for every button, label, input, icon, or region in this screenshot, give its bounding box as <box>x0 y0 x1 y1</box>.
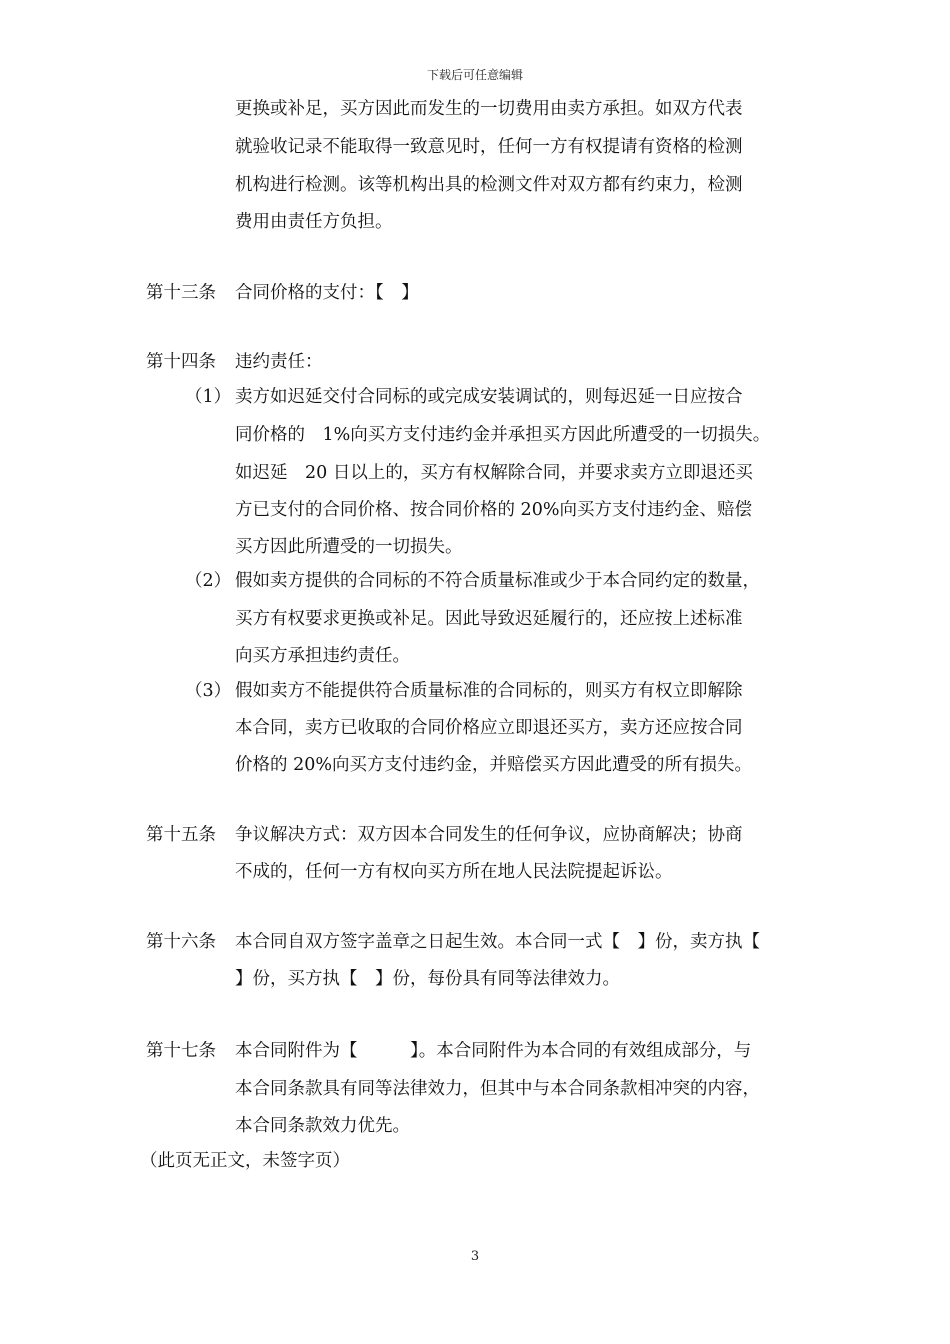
item-3-number: （3） <box>185 681 232 701</box>
article-12-continued-line: 就验收记录不能取得一致意见时，任何一方有权提请有资格的检测 <box>235 137 743 157</box>
article-12-continued-line: 机构进行检测。该等机构出具的检测文件对双方都有约束力，检测 <box>235 175 743 195</box>
item-3-line: 价格的 20%向买方支付违约金，并赔偿买方因此遭受的所有损失。 <box>235 755 752 775</box>
article-13-text: 合同价格的支付：【 】 <box>235 283 419 303</box>
blank-page-note: （此页无正文，未签字页） <box>140 1151 350 1171</box>
article-14-title: 违约责任： <box>235 352 323 372</box>
item-1-line: 方已支付的合同价格、按合同价格的 20%向买方支付违约金、赔偿 <box>235 500 752 520</box>
item-1-line: 买方因此所遭受的一切损失。 <box>235 537 463 557</box>
article-12-continued-line: 费用由责任方负担。 <box>235 212 393 232</box>
item-2-number: （2） <box>185 571 232 591</box>
article-17-number: 第十七条 <box>146 1041 216 1061</box>
article-16-line: 】份，买方执【 】份，每份具有同等法律效力。 <box>235 969 620 989</box>
article-12-continued-line: 更换或补足，买方因此而发生的一切费用由卖方承担。如双方代表 <box>235 99 743 119</box>
article-17-line: 本合同条款效力优先。 <box>235 1116 410 1136</box>
item-1-line: 同价格的 1%向买方支付违约金并承担买方因此所遭受的一切损失。 <box>235 425 771 445</box>
article-15-number: 第十五条 <box>146 825 216 845</box>
item-2-line: 假如卖方提供的合同标的不符合质量标准或少于本合同约定的数量， <box>235 571 760 591</box>
page-header: 下载后可任意编辑 <box>426 68 523 82</box>
article-16-number: 第十六条 <box>146 932 216 952</box>
item-3-line: 本合同，卖方已收取的合同价格应立即退还买方，卖方还应按合同 <box>235 718 743 738</box>
article-17-line: 本合同附件为【 】。本合同附件为本合同的有效组成部分，与 <box>235 1041 752 1061</box>
page-number: 3 <box>470 1249 480 1264</box>
article-15-line: 争议解决方式：双方因本合同发生的任何争议，应协商解决；协商 <box>235 825 743 845</box>
article-13-number: 第十三条 <box>146 283 216 303</box>
item-2-line: 向买方承担违约责任。 <box>235 646 410 666</box>
article-15-line: 不成的，任何一方有权向买方所在地人民法院提起诉讼。 <box>235 862 673 882</box>
item-3-line: 假如卖方不能提供符合质量标准的合同标的，则买方有权立即解除 <box>235 681 743 701</box>
item-1-line: 如迟延 20 日以上的，买方有权解除合同，并要求卖方立即退还买 <box>235 463 753 483</box>
item-1-number: （1） <box>185 387 232 407</box>
article-16-line: 本合同自双方签字盖章之日起生效。本合同一式【 】份，卖方执【 <box>235 932 760 952</box>
article-14-number: 第十四条 <box>146 352 216 372</box>
item-2-line: 买方有权要求更换或补足。因此导致迟延履行的，还应按上述标准 <box>235 609 743 629</box>
item-1-line: 卖方如迟延交付合同标的或完成安装调试的，则每迟延一日应按合 <box>235 387 743 407</box>
article-17-line: 本合同条款具有同等法律效力，但其中与本合同条款相冲突的内容， <box>235 1079 760 1099</box>
